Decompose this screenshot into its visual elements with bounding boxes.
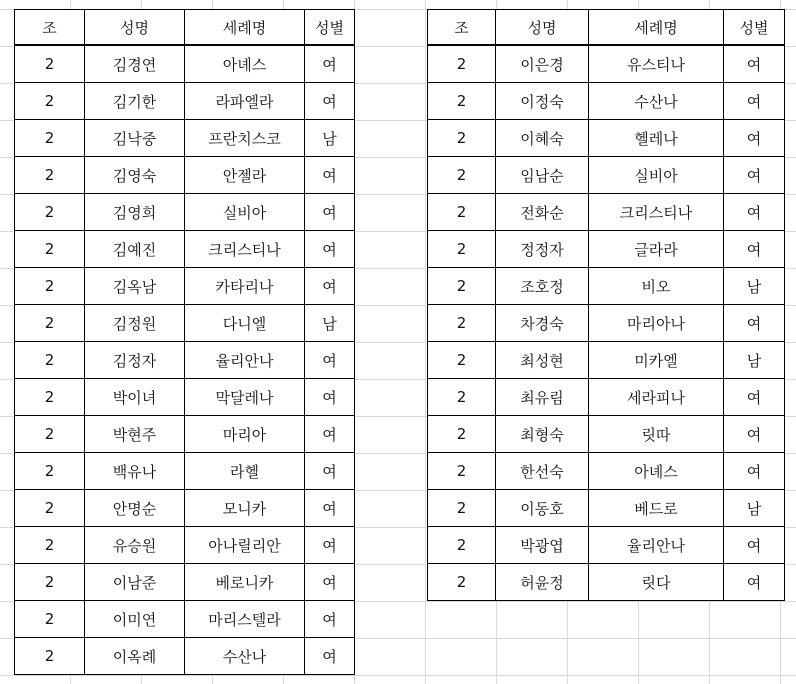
- cell-baptismal-name[interactable]: 마리아: [185, 416, 305, 453]
- header-name[interactable]: 성명: [85, 10, 185, 46]
- table-row: [428, 120, 785, 157]
- header-gender[interactable]: 성별: [724, 10, 785, 46]
- cell-baptismal-name[interactable]: 크리스티나: [185, 231, 305, 268]
- cell-group[interactable]: 2: [428, 416, 496, 453]
- cell-name[interactable]: 이남준: [85, 564, 185, 601]
- cell-gender[interactable]: 여: [724, 379, 785, 416]
- cell-baptismal-name[interactable]: 베드로: [589, 490, 724, 527]
- cell-baptismal-name[interactable]: 글라라: [589, 231, 724, 268]
- cell-name[interactable]: 김정자: [85, 342, 185, 379]
- table-row: [428, 268, 785, 305]
- cell-baptismal-name[interactable]: 헬레나: [589, 120, 724, 157]
- cell-baptismal-name[interactable]: 프란치스코: [185, 120, 305, 157]
- cell-baptismal-name[interactable]: 미카엘: [589, 342, 724, 379]
- table-row: [15, 527, 355, 564]
- cell-baptismal-name[interactable]: 세라피나: [589, 379, 724, 416]
- cell-gender[interactable]: 여: [724, 231, 785, 268]
- cell-group[interactable]: 2: [15, 83, 85, 120]
- cell-name[interactable]: 김옥남: [85, 268, 185, 305]
- cell-name[interactable]: 최성현: [496, 342, 589, 379]
- cell-gender[interactable]: 여: [305, 157, 355, 194]
- table-body: [428, 45, 785, 601]
- cell-name[interactable]: 이동호: [496, 490, 589, 527]
- cell-group[interactable]: 2: [428, 268, 496, 305]
- member-table-left: [14, 9, 355, 675]
- cell-group[interactable]: 2: [15, 527, 85, 564]
- cell-group[interactable]: 2: [15, 268, 85, 305]
- cell-group[interactable]: 2: [428, 157, 496, 194]
- cell-baptismal-name[interactable]: 아녜스: [589, 453, 724, 490]
- cell-name[interactable]: 김정원: [85, 305, 185, 342]
- cell-group[interactable]: 2: [428, 120, 496, 157]
- cell-name[interactable]: 이정숙: [496, 83, 589, 120]
- cell-baptismal-name[interactable]: 막달레나: [185, 379, 305, 416]
- cell-gender[interactable]: 여: [724, 527, 785, 564]
- cell-name[interactable]: 김낙중: [85, 120, 185, 157]
- table-row: [428, 564, 785, 601]
- table-row: [15, 194, 355, 231]
- cell-name[interactable]: 김기한: [85, 83, 185, 120]
- cell-gender[interactable]: 여: [305, 83, 355, 120]
- cell-name[interactable]: 임남순: [496, 157, 589, 194]
- cell-baptismal-name[interactable]: 실비아: [185, 194, 305, 231]
- cell-gender[interactable]: 여: [305, 638, 355, 675]
- cell-gender[interactable]: 남: [724, 268, 785, 305]
- header-group[interactable]: 조: [428, 10, 496, 46]
- cell-name[interactable]: 박이녀: [85, 379, 185, 416]
- cell-baptismal-name[interactable]: 릿다: [589, 564, 724, 601]
- table-row: [428, 231, 785, 268]
- cell-name[interactable]: 정정자: [496, 231, 589, 268]
- header-row: [428, 10, 785, 46]
- cell-name[interactable]: 유승원: [85, 527, 185, 564]
- cell-name[interactable]: 차경숙: [496, 305, 589, 342]
- header-baptismal-name[interactable]: 세례명: [185, 10, 305, 46]
- header-baptismal-name[interactable]: 세례명: [589, 10, 724, 46]
- cell-baptismal-name[interactable]: 율리안나: [185, 342, 305, 379]
- table-row: [15, 157, 355, 194]
- table-row: [15, 342, 355, 379]
- cell-group[interactable]: 2: [15, 379, 85, 416]
- cell-baptismal-name[interactable]: 다니엘: [185, 305, 305, 342]
- table-row: [428, 416, 785, 453]
- table-row: [15, 83, 355, 120]
- cell-group[interactable]: 2: [15, 231, 85, 268]
- table-row: [428, 527, 785, 564]
- cell-gender[interactable]: 여: [305, 601, 355, 638]
- header-name[interactable]: 성명: [496, 10, 589, 46]
- cell-group[interactable]: 2: [428, 305, 496, 342]
- cell-gender[interactable]: 여: [724, 305, 785, 342]
- cell-group[interactable]: 2: [428, 453, 496, 490]
- table-row: [15, 45, 355, 83]
- cell-gender[interactable]: 여: [305, 342, 355, 379]
- cell-gender[interactable]: 남: [724, 342, 785, 379]
- header-row: [15, 10, 355, 46]
- table-row: [15, 453, 355, 490]
- cell-baptismal-name[interactable]: 라파엘라: [185, 83, 305, 120]
- cell-gender[interactable]: 여: [305, 416, 355, 453]
- header-gender[interactable]: 성별: [305, 10, 355, 46]
- cell-name[interactable]: 이옥례: [85, 638, 185, 675]
- cell-gender[interactable]: 여: [305, 490, 355, 527]
- cell-baptismal-name[interactable]: 유스티나: [589, 45, 724, 83]
- cell-gender[interactable]: 여: [305, 564, 355, 601]
- cell-name[interactable]: 이미연: [85, 601, 185, 638]
- table-row: [428, 342, 785, 379]
- cell-group[interactable]: 2: [15, 638, 85, 675]
- cell-baptismal-name[interactable]: 아녜스: [185, 45, 305, 83]
- cell-name[interactable]: 안명순: [85, 490, 185, 527]
- cell-baptismal-name[interactable]: 실비아: [589, 157, 724, 194]
- table-row: [428, 305, 785, 342]
- cell-name[interactable]: 조호정: [496, 268, 589, 305]
- cell-name[interactable]: 박현주: [85, 416, 185, 453]
- cell-gender[interactable]: 여: [305, 231, 355, 268]
- cell-baptismal-name[interactable]: 아나릴리안: [185, 527, 305, 564]
- cell-baptismal-name[interactable]: 크리스티나: [589, 194, 724, 231]
- table-row: [428, 83, 785, 120]
- cell-group[interactable]: 2: [15, 490, 85, 527]
- cell-name[interactable]: 김영숙: [85, 157, 185, 194]
- cell-gender[interactable]: 여: [305, 453, 355, 490]
- cell-group[interactable]: 2: [15, 120, 85, 157]
- cell-group[interactable]: 2: [428, 45, 496, 83]
- table-row: [15, 268, 355, 305]
- cell-gender[interactable]: 여: [305, 45, 355, 83]
- cell-baptismal-name[interactable]: 카타리나: [185, 268, 305, 305]
- table-row: [15, 564, 355, 601]
- cell-gender[interactable]: 여: [724, 564, 785, 601]
- cell-gender[interactable]: 여: [724, 83, 785, 120]
- cell-group[interactable]: 2: [428, 564, 496, 601]
- table-row: [428, 490, 785, 527]
- cell-baptismal-name[interactable]: 모니카: [185, 490, 305, 527]
- cell-group[interactable]: 2: [15, 453, 85, 490]
- cell-name[interactable]: 한선숙: [496, 453, 589, 490]
- cell-name[interactable]: 최형숙: [496, 416, 589, 453]
- cell-group[interactable]: 2: [15, 305, 85, 342]
- cell-name[interactable]: 김영희: [85, 194, 185, 231]
- table-row: [428, 194, 785, 231]
- cell-name[interactable]: 이혜숙: [496, 120, 589, 157]
- cell-gender[interactable]: 여: [724, 120, 785, 157]
- cell-baptismal-name[interactable]: 비오: [589, 268, 724, 305]
- cell-group[interactable]: 2: [428, 231, 496, 268]
- cell-name[interactable]: 김경연: [85, 45, 185, 83]
- cell-gender[interactable]: 여: [305, 527, 355, 564]
- cell-baptismal-name[interactable]: 수산나: [589, 83, 724, 120]
- cell-group[interactable]: 2: [15, 601, 85, 638]
- cell-gender[interactable]: 남: [305, 120, 355, 157]
- cell-group[interactable]: 2: [15, 342, 85, 379]
- cell-baptismal-name[interactable]: 릿따: [589, 416, 724, 453]
- cell-gender[interactable]: 여: [305, 194, 355, 231]
- cell-group[interactable]: 2: [428, 194, 496, 231]
- cell-name[interactable]: 백유나: [85, 453, 185, 490]
- cell-baptismal-name[interactable]: 라헬: [185, 453, 305, 490]
- cell-baptismal-name[interactable]: 안젤라: [185, 157, 305, 194]
- cell-baptismal-name[interactable]: 마리아나: [589, 305, 724, 342]
- cell-baptismal-name[interactable]: 율리안나: [589, 527, 724, 564]
- table-row: [15, 490, 355, 527]
- cell-gender[interactable]: 여: [724, 157, 785, 194]
- cell-name[interactable]: 이은경: [496, 45, 589, 83]
- cell-baptismal-name[interactable]: 마리스텔라: [185, 601, 305, 638]
- table-row: [15, 305, 355, 342]
- cell-gender[interactable]: 남: [305, 305, 355, 342]
- cell-gender[interactable]: 남: [724, 490, 785, 527]
- member-table-right: [427, 9, 785, 601]
- cell-group[interactable]: 2: [15, 157, 85, 194]
- cell-name[interactable]: 김예진: [85, 231, 185, 268]
- table-row: [15, 638, 355, 675]
- cell-group[interactable]: 2: [15, 194, 85, 231]
- cell-group[interactable]: 2: [428, 83, 496, 120]
- cell-name[interactable]: 전화순: [496, 194, 589, 231]
- cell-name[interactable]: 허윤정: [496, 564, 589, 601]
- cell-gender[interactable]: 여: [724, 194, 785, 231]
- table-row: [15, 120, 355, 157]
- table-row: [428, 379, 785, 416]
- table-row: [428, 157, 785, 194]
- cell-group[interactable]: 2: [15, 416, 85, 453]
- cell-gender[interactable]: 여: [305, 268, 355, 305]
- cell-gender[interactable]: 여: [724, 453, 785, 490]
- cell-group[interactable]: 2: [428, 379, 496, 416]
- table-row: [15, 231, 355, 268]
- table-body: [15, 45, 355, 675]
- table-row: [15, 601, 355, 638]
- cell-gender[interactable]: 여: [724, 416, 785, 453]
- cell-group[interactable]: 2: [428, 490, 496, 527]
- cell-group[interactable]: 2: [15, 564, 85, 601]
- cell-gender[interactable]: 여: [724, 45, 785, 83]
- cell-group[interactable]: 2: [428, 527, 496, 564]
- table-row: [428, 45, 785, 83]
- table-row: [15, 416, 355, 453]
- cell-baptismal-name[interactable]: 베로니카: [185, 564, 305, 601]
- cell-group[interactable]: 2: [15, 45, 85, 83]
- cell-group[interactable]: 2: [428, 342, 496, 379]
- table-row: [15, 379, 355, 416]
- header-group[interactable]: 조: [15, 10, 85, 46]
- cell-name[interactable]: 박광엽: [496, 527, 589, 564]
- cell-name[interactable]: 최유림: [496, 379, 589, 416]
- cell-baptismal-name[interactable]: 수산나: [185, 638, 305, 675]
- cell-gender[interactable]: 여: [305, 379, 355, 416]
- table-row: [428, 453, 785, 490]
